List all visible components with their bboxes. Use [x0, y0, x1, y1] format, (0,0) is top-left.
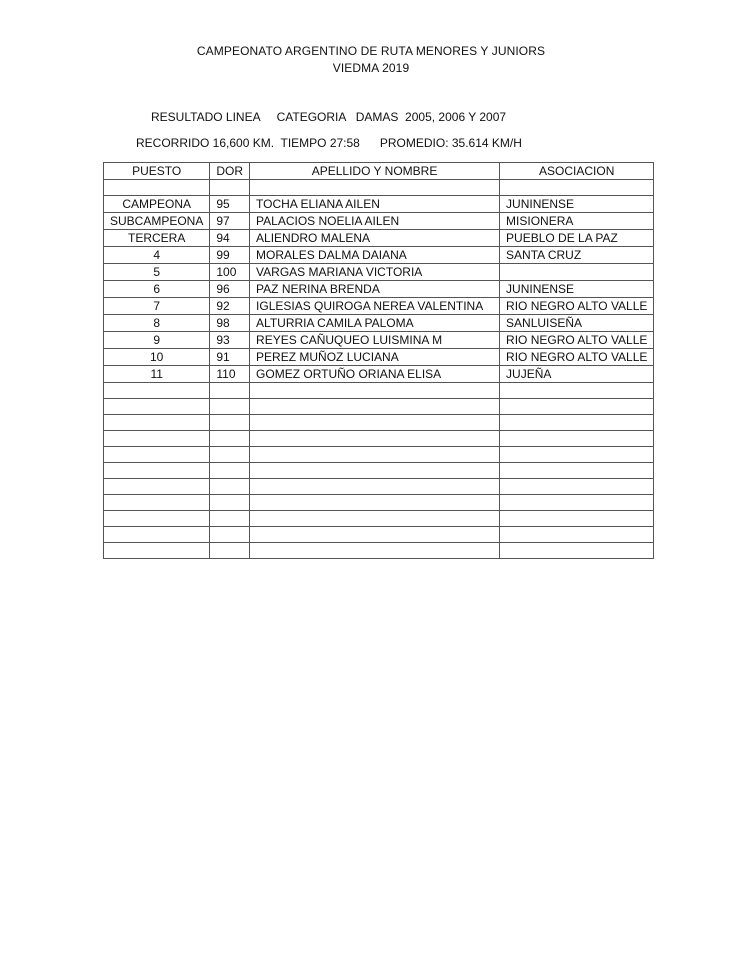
- cell-dor: [210, 180, 250, 196]
- cell-puesto: [104, 511, 210, 527]
- cell-dor: 110: [210, 366, 250, 383]
- cell-puesto: 6: [104, 281, 210, 298]
- cell-dor: [210, 543, 250, 559]
- cell-nombre: GOMEZ ORTUÑO ORIANA ELISA: [250, 366, 500, 383]
- table-row: [104, 196, 654, 213]
- cell-nombre: ALIENDRO MALENA: [250, 230, 500, 247]
- column-header-puesto: PUESTO: [104, 163, 210, 180]
- cell-nombre: VARGAS MARIANA VICTORIA: [250, 264, 500, 281]
- cell-puesto: [104, 447, 210, 463]
- cell-nombre: ALTURRIA CAMILA PALOMA: [250, 315, 500, 332]
- cell-asociacion: [500, 479, 654, 495]
- table-row: [104, 264, 654, 281]
- cell-nombre: IGLESIAS QUIROGA NEREA VALENTINA: [250, 298, 500, 315]
- cell-nombre: [250, 511, 500, 527]
- cell-nombre: [250, 543, 500, 559]
- cell-dor: [210, 463, 250, 479]
- table-row: [104, 298, 654, 315]
- table-row: [104, 447, 654, 463]
- cell-dor: [210, 495, 250, 511]
- column-header-asociacion: ASOCIACION: [500, 163, 654, 180]
- table-row: [104, 332, 654, 349]
- cell-puesto: [104, 543, 210, 559]
- cell-puesto: 10: [104, 349, 210, 366]
- cell-asociacion: RIO NEGRO ALTO VALLE: [500, 332, 654, 349]
- cell-puesto: 8: [104, 315, 210, 332]
- cell-asociacion: JUNINENSE: [500, 196, 654, 213]
- cell-asociacion: [500, 543, 654, 559]
- cell-nombre: REYES CAÑUQUEO LUISMINA M: [250, 332, 500, 349]
- cell-nombre: [250, 180, 500, 196]
- table-row: [104, 511, 654, 527]
- cell-dor: 99: [210, 247, 250, 264]
- cell-puesto: 9: [104, 332, 210, 349]
- cell-dor: [210, 511, 250, 527]
- cell-nombre: [250, 399, 500, 415]
- table-row: [104, 383, 654, 399]
- cell-nombre: [250, 463, 500, 479]
- cell-nombre: PEREZ MUÑOZ LUCIANA: [250, 349, 500, 366]
- cell-asociacion: JUNINENSE: [500, 281, 654, 298]
- cell-puesto: 7: [104, 298, 210, 315]
- document-subtitle: VIEDMA 2019: [332, 61, 410, 75]
- table-row: [104, 247, 654, 264]
- cell-nombre: PAZ NERINA BRENDA: [250, 281, 500, 298]
- cell-asociacion: JUJEÑA: [500, 366, 654, 383]
- table-row: [104, 213, 654, 230]
- cell-dor: [210, 383, 250, 399]
- cell-puesto: [104, 180, 210, 196]
- table-row: [104, 230, 654, 247]
- cell-dor: [210, 479, 250, 495]
- cell-dor: 100: [210, 264, 250, 281]
- cell-dor: [210, 431, 250, 447]
- table-row: [104, 399, 654, 415]
- table-row: [104, 349, 654, 366]
- cell-dor: 95: [210, 196, 250, 213]
- table-row: [104, 415, 654, 431]
- cell-nombre: [250, 447, 500, 463]
- column-header-dor: DOR: [210, 163, 250, 180]
- table-row: [104, 431, 654, 447]
- table-row: [104, 463, 654, 479]
- cell-puesto: [104, 495, 210, 511]
- cell-nombre: MORALES DALMA DAIANA: [250, 247, 500, 264]
- cell-puesto: [104, 431, 210, 447]
- cell-asociacion: [500, 431, 654, 447]
- table-header-row: [104, 163, 654, 180]
- results-body: [104, 180, 654, 559]
- cell-nombre: TOCHA ELIANA AILEN: [250, 196, 500, 213]
- table-row: [104, 527, 654, 543]
- cell-nombre: [250, 527, 500, 543]
- route-time-average-line: RECORRIDO 16,600 KM. TIEMPO 27:58 PROMEDIO: 35.614 KM/H: [136, 136, 522, 150]
- cell-puesto: SUBCAMPEONA: [104, 213, 210, 230]
- cell-dor: 93: [210, 332, 250, 349]
- cell-puesto: 4: [104, 247, 210, 264]
- cell-asociacion: [500, 527, 654, 543]
- cell-nombre: [250, 495, 500, 511]
- cell-asociacion: [500, 463, 654, 479]
- cell-nombre: [250, 383, 500, 399]
- cell-asociacion: [500, 383, 654, 399]
- cell-puesto: [104, 479, 210, 495]
- document-title: CAMPEONATO ARGENTINO DE RUTA MENORES Y JUNIORS: [196, 44, 546, 58]
- cell-dor: [210, 399, 250, 415]
- result-category-line: RESULTADO LINEA CATEGORIA DAMAS 2005, 2006 Y 2007: [151, 110, 507, 124]
- cell-asociacion: RIO NEGRO ALTO VALLE: [500, 298, 654, 315]
- cell-asociacion: MISIONERA: [500, 213, 654, 230]
- table-row: [104, 479, 654, 495]
- table-row: [104, 366, 654, 383]
- cell-puesto: 11: [104, 366, 210, 383]
- cell-puesto: [104, 399, 210, 415]
- cell-dor: [210, 527, 250, 543]
- cell-nombre: [250, 479, 500, 495]
- cell-puesto: [104, 527, 210, 543]
- cell-asociacion: [500, 511, 654, 527]
- cell-dor: 98: [210, 315, 250, 332]
- cell-asociacion: SANTA CRUZ: [500, 247, 654, 264]
- table-row: [104, 495, 654, 511]
- cell-puesto: [104, 415, 210, 431]
- cell-dor: 96: [210, 281, 250, 298]
- cell-puesto: TERCERA: [104, 230, 210, 247]
- cell-dor: 94: [210, 230, 250, 247]
- cell-dor: [210, 415, 250, 431]
- column-header-nombre: APELLIDO Y NOMBRE: [250, 163, 500, 180]
- table-row: [104, 180, 654, 196]
- cell-asociacion: [500, 399, 654, 415]
- results-table: [103, 162, 654, 559]
- cell-nombre: [250, 415, 500, 431]
- cell-asociacion: [500, 264, 654, 281]
- cell-asociacion: [500, 415, 654, 431]
- cell-asociacion: SANLUISEÑA: [500, 315, 654, 332]
- cell-dor: [210, 447, 250, 463]
- cell-asociacion: [500, 447, 654, 463]
- table-row: [104, 281, 654, 298]
- table-row: [104, 543, 654, 559]
- cell-asociacion: RIO NEGRO ALTO VALLE: [500, 349, 654, 366]
- table-row: [104, 315, 654, 332]
- cell-puesto: CAMPEONA: [104, 196, 210, 213]
- cell-puesto: [104, 463, 210, 479]
- cell-asociacion: [500, 180, 654, 196]
- cell-dor: 91: [210, 349, 250, 366]
- cell-asociacion: PUEBLO DE LA PAZ: [500, 230, 654, 247]
- cell-puesto: [104, 383, 210, 399]
- cell-dor: 92: [210, 298, 250, 315]
- cell-nombre: PALACIOS NOELIA AILEN: [250, 213, 500, 230]
- cell-nombre: [250, 431, 500, 447]
- cell-asociacion: [500, 495, 654, 511]
- cell-puesto: 5: [104, 264, 210, 281]
- cell-dor: 97: [210, 213, 250, 230]
